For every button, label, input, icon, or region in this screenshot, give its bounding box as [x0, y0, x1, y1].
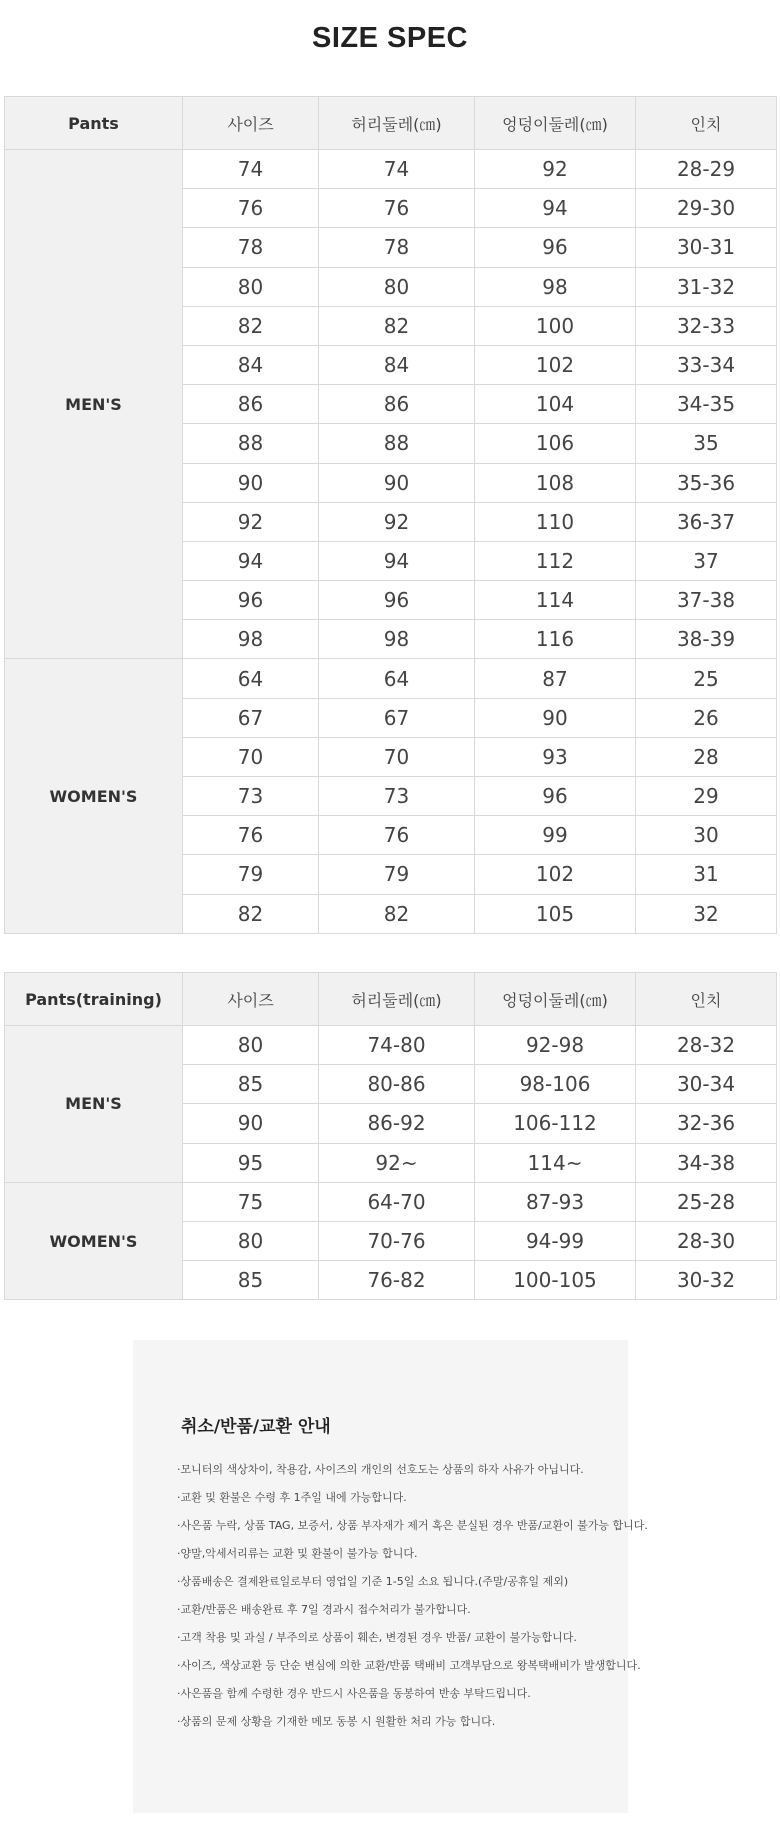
- group-label: MEN'S: [5, 150, 183, 659]
- notice-item: ·양말,악세서리류는 교환 및 환불이 불가능 합니다.: [177, 1547, 418, 1560]
- training-pants-size-table: [4, 972, 777, 1300]
- table-cell: 82: [319, 894, 475, 933]
- notice-item: ·사이즈, 색상교환 등 단순 변심에 의한 교환/반품 택배비 고객부담으로 왕복택배비가 발생합니다.: [177, 1659, 641, 1672]
- column-header: 사이즈: [183, 97, 319, 150]
- table-cell: 88: [319, 424, 475, 463]
- table-cell: 76: [183, 816, 319, 855]
- column-header: 허리둘레(㎝): [319, 973, 475, 1026]
- table-cell: 74: [183, 150, 319, 189]
- table-cell: 86: [183, 385, 319, 424]
- table-cell: 37: [636, 541, 777, 580]
- table-cell: 31-32: [636, 267, 777, 306]
- table-cell: 30-31: [636, 228, 777, 267]
- table-cell: 94: [183, 541, 319, 580]
- table-cell: 90: [475, 698, 636, 737]
- table-cell: 80: [183, 1221, 319, 1260]
- table-cell: 80-86: [319, 1065, 475, 1104]
- group-label: MEN'S: [5, 1026, 183, 1183]
- table-cell: 98-106: [475, 1065, 636, 1104]
- table-cell: 29-30: [636, 189, 777, 228]
- table-cell: 28-32: [636, 1026, 777, 1065]
- table-cell: 70: [319, 737, 475, 776]
- table-cell: 90: [183, 1104, 319, 1143]
- table-cell: 98: [183, 620, 319, 659]
- table-cell: 112: [475, 541, 636, 580]
- pants-size-table: [4, 96, 777, 934]
- table-cell: 76: [183, 189, 319, 228]
- table-cell: 28-30: [636, 1221, 777, 1260]
- table-cell: 96: [475, 777, 636, 816]
- table-cell: 35-36: [636, 463, 777, 502]
- table-cell: 94-99: [475, 1221, 636, 1260]
- notice-item: ·모니터의 색상차이, 착용감, 사이즈의 개인의 선호도는 상품의 하자 사유가 아닙니다.: [177, 1463, 584, 1476]
- column-header: Pants: [5, 97, 183, 150]
- table-cell: 70: [183, 737, 319, 776]
- table-cell: 99: [475, 816, 636, 855]
- table-cell: 79: [183, 855, 319, 894]
- return-policy-notice: [133, 1340, 648, 1813]
- notice-item: ·사은품을 함께 수령한 경우 반드시 사은품을 동봉하여 반송 부탁드립니다.: [177, 1687, 531, 1700]
- notice-item: ·고객 착용 및 과실 / 부주의로 상품이 훼손, 변경된 경우 반품/ 교환이 불가능합니다.: [177, 1631, 577, 1644]
- column-header: 인치: [636, 973, 777, 1026]
- table-cell: 29: [636, 777, 777, 816]
- table-cell: 102: [475, 855, 636, 894]
- table-cell: 82: [319, 306, 475, 345]
- table-cell: 37-38: [636, 581, 777, 620]
- table-cell: 30: [636, 816, 777, 855]
- table-cell: 98: [319, 620, 475, 659]
- table-cell: 74: [319, 150, 475, 189]
- table-cell: 94: [319, 541, 475, 580]
- table-cell: 100-105: [475, 1261, 636, 1300]
- table-cell: 100: [475, 306, 636, 345]
- table-cell: 92: [475, 150, 636, 189]
- table-cell: 84: [183, 345, 319, 384]
- table-cell: 110: [475, 502, 636, 541]
- table-cell: 106-112: [475, 1104, 636, 1143]
- table-cell: 78: [183, 228, 319, 267]
- table-cell: 114~: [475, 1143, 636, 1182]
- table-cell: 31: [636, 855, 777, 894]
- column-header: Pants(training): [5, 973, 183, 1026]
- table-cell: 35: [636, 424, 777, 463]
- table-cell: 73: [319, 777, 475, 816]
- table-cell: 114: [475, 581, 636, 620]
- table-cell: 64: [319, 659, 475, 698]
- table-cell: 96: [319, 581, 475, 620]
- table-cell: 73: [183, 777, 319, 816]
- table-cell: 93: [475, 737, 636, 776]
- table-cell: 67: [183, 698, 319, 737]
- table-cell: 30-32: [636, 1261, 777, 1300]
- table-cell: 74-80: [319, 1026, 475, 1065]
- table-cell: 76: [319, 189, 475, 228]
- table-cell: 86-92: [319, 1104, 475, 1143]
- group-label: WOMEN'S: [5, 1182, 183, 1300]
- column-header: 엉덩이둘레(㎝): [475, 97, 636, 150]
- notice-item: ·상품의 문제 상황을 기재한 메모 동봉 시 원활한 처리 가능 합니다.: [177, 1715, 496, 1728]
- table-cell: 85: [183, 1261, 319, 1300]
- table-cell: 67: [319, 698, 475, 737]
- table-cell: 90: [183, 463, 319, 502]
- notice-item: ·사은품 누락, 상품 TAG, 보증서, 상품 부자재가 제거 혹은 분실된 경우 반품/교환이 불가능 합니다.: [177, 1519, 648, 1532]
- table-cell: 34-38: [636, 1143, 777, 1182]
- column-header: 사이즈: [183, 973, 319, 1026]
- table-cell: 116: [475, 620, 636, 659]
- table-cell: 34-35: [636, 385, 777, 424]
- table-cell: 64: [183, 659, 319, 698]
- table-cell: 32-33: [636, 306, 777, 345]
- table-cell: 90: [319, 463, 475, 502]
- table-cell: 87: [475, 659, 636, 698]
- table-cell: 98: [475, 267, 636, 306]
- table-cell: 25: [636, 659, 777, 698]
- column-header: 엉덩이둘레(㎝): [475, 973, 636, 1026]
- table-cell: 92-98: [475, 1026, 636, 1065]
- page-title: SIZE SPEC: [312, 22, 468, 54]
- table-cell: 95: [183, 1143, 319, 1182]
- table-cell: 30-34: [636, 1065, 777, 1104]
- table-row: [5, 1026, 777, 1065]
- table-cell: 26: [636, 698, 777, 737]
- table-cell: 78: [319, 228, 475, 267]
- table-cell: 104: [475, 385, 636, 424]
- table-cell: 86: [319, 385, 475, 424]
- table-cell: 94: [475, 189, 636, 228]
- table-cell: 33-34: [636, 345, 777, 384]
- notice-title: 취소/반품/교환 안내: [181, 1417, 331, 1437]
- table-cell: 92~: [319, 1143, 475, 1182]
- table-cell: 85: [183, 1065, 319, 1104]
- table-cell: 105: [475, 894, 636, 933]
- table-cell: 80: [183, 1026, 319, 1065]
- notice-list: [177, 1456, 648, 1736]
- table-cell: 32-36: [636, 1104, 777, 1143]
- notice-item: ·교환/반품은 배송완료 후 7일 경과시 접수처리가 불가합니다.: [177, 1603, 471, 1616]
- table-cell: 32: [636, 894, 777, 933]
- table-cell: 70-76: [319, 1221, 475, 1260]
- table-cell: 88: [183, 424, 319, 463]
- table-cell: 36-37: [636, 502, 777, 541]
- table-row: [5, 659, 777, 698]
- group-label: WOMEN'S: [5, 659, 183, 933]
- table-cell: 82: [183, 306, 319, 345]
- table-cell: 82: [183, 894, 319, 933]
- table-row: [5, 1182, 777, 1221]
- table-cell: 84: [319, 345, 475, 384]
- table-cell: 106: [475, 424, 636, 463]
- table-cell: 80: [319, 267, 475, 306]
- table-cell: 38-39: [636, 620, 777, 659]
- table-cell: 92: [183, 502, 319, 541]
- table-cell: 28: [636, 737, 777, 776]
- table-cell: 108: [475, 463, 636, 502]
- table-cell: 79: [319, 855, 475, 894]
- table-cell: 64-70: [319, 1182, 475, 1221]
- table-row: [5, 150, 777, 189]
- table-cell: 28-29: [636, 150, 777, 189]
- column-header: 허리둘레(㎝): [319, 97, 475, 150]
- table-cell: 76-82: [319, 1261, 475, 1300]
- table-cell: 96: [183, 581, 319, 620]
- table-cell: 96: [475, 228, 636, 267]
- table-cell: 102: [475, 345, 636, 384]
- table-cell: 25-28: [636, 1182, 777, 1221]
- notice-item: ·상품배송은 결제완료일로부터 영업일 기준 1-5일 소요 됩니다.(주말/공휴일 제외): [177, 1575, 569, 1588]
- table-cell: 87-93: [475, 1182, 636, 1221]
- table-cell: 92: [319, 502, 475, 541]
- notice-item: ·교환 및 환불은 수령 후 1주일 내에 가능합니다.: [177, 1491, 407, 1504]
- table-cell: 76: [319, 816, 475, 855]
- table-cell: 80: [183, 267, 319, 306]
- table-cell: 75: [183, 1182, 319, 1221]
- column-header: 인치: [636, 97, 777, 150]
